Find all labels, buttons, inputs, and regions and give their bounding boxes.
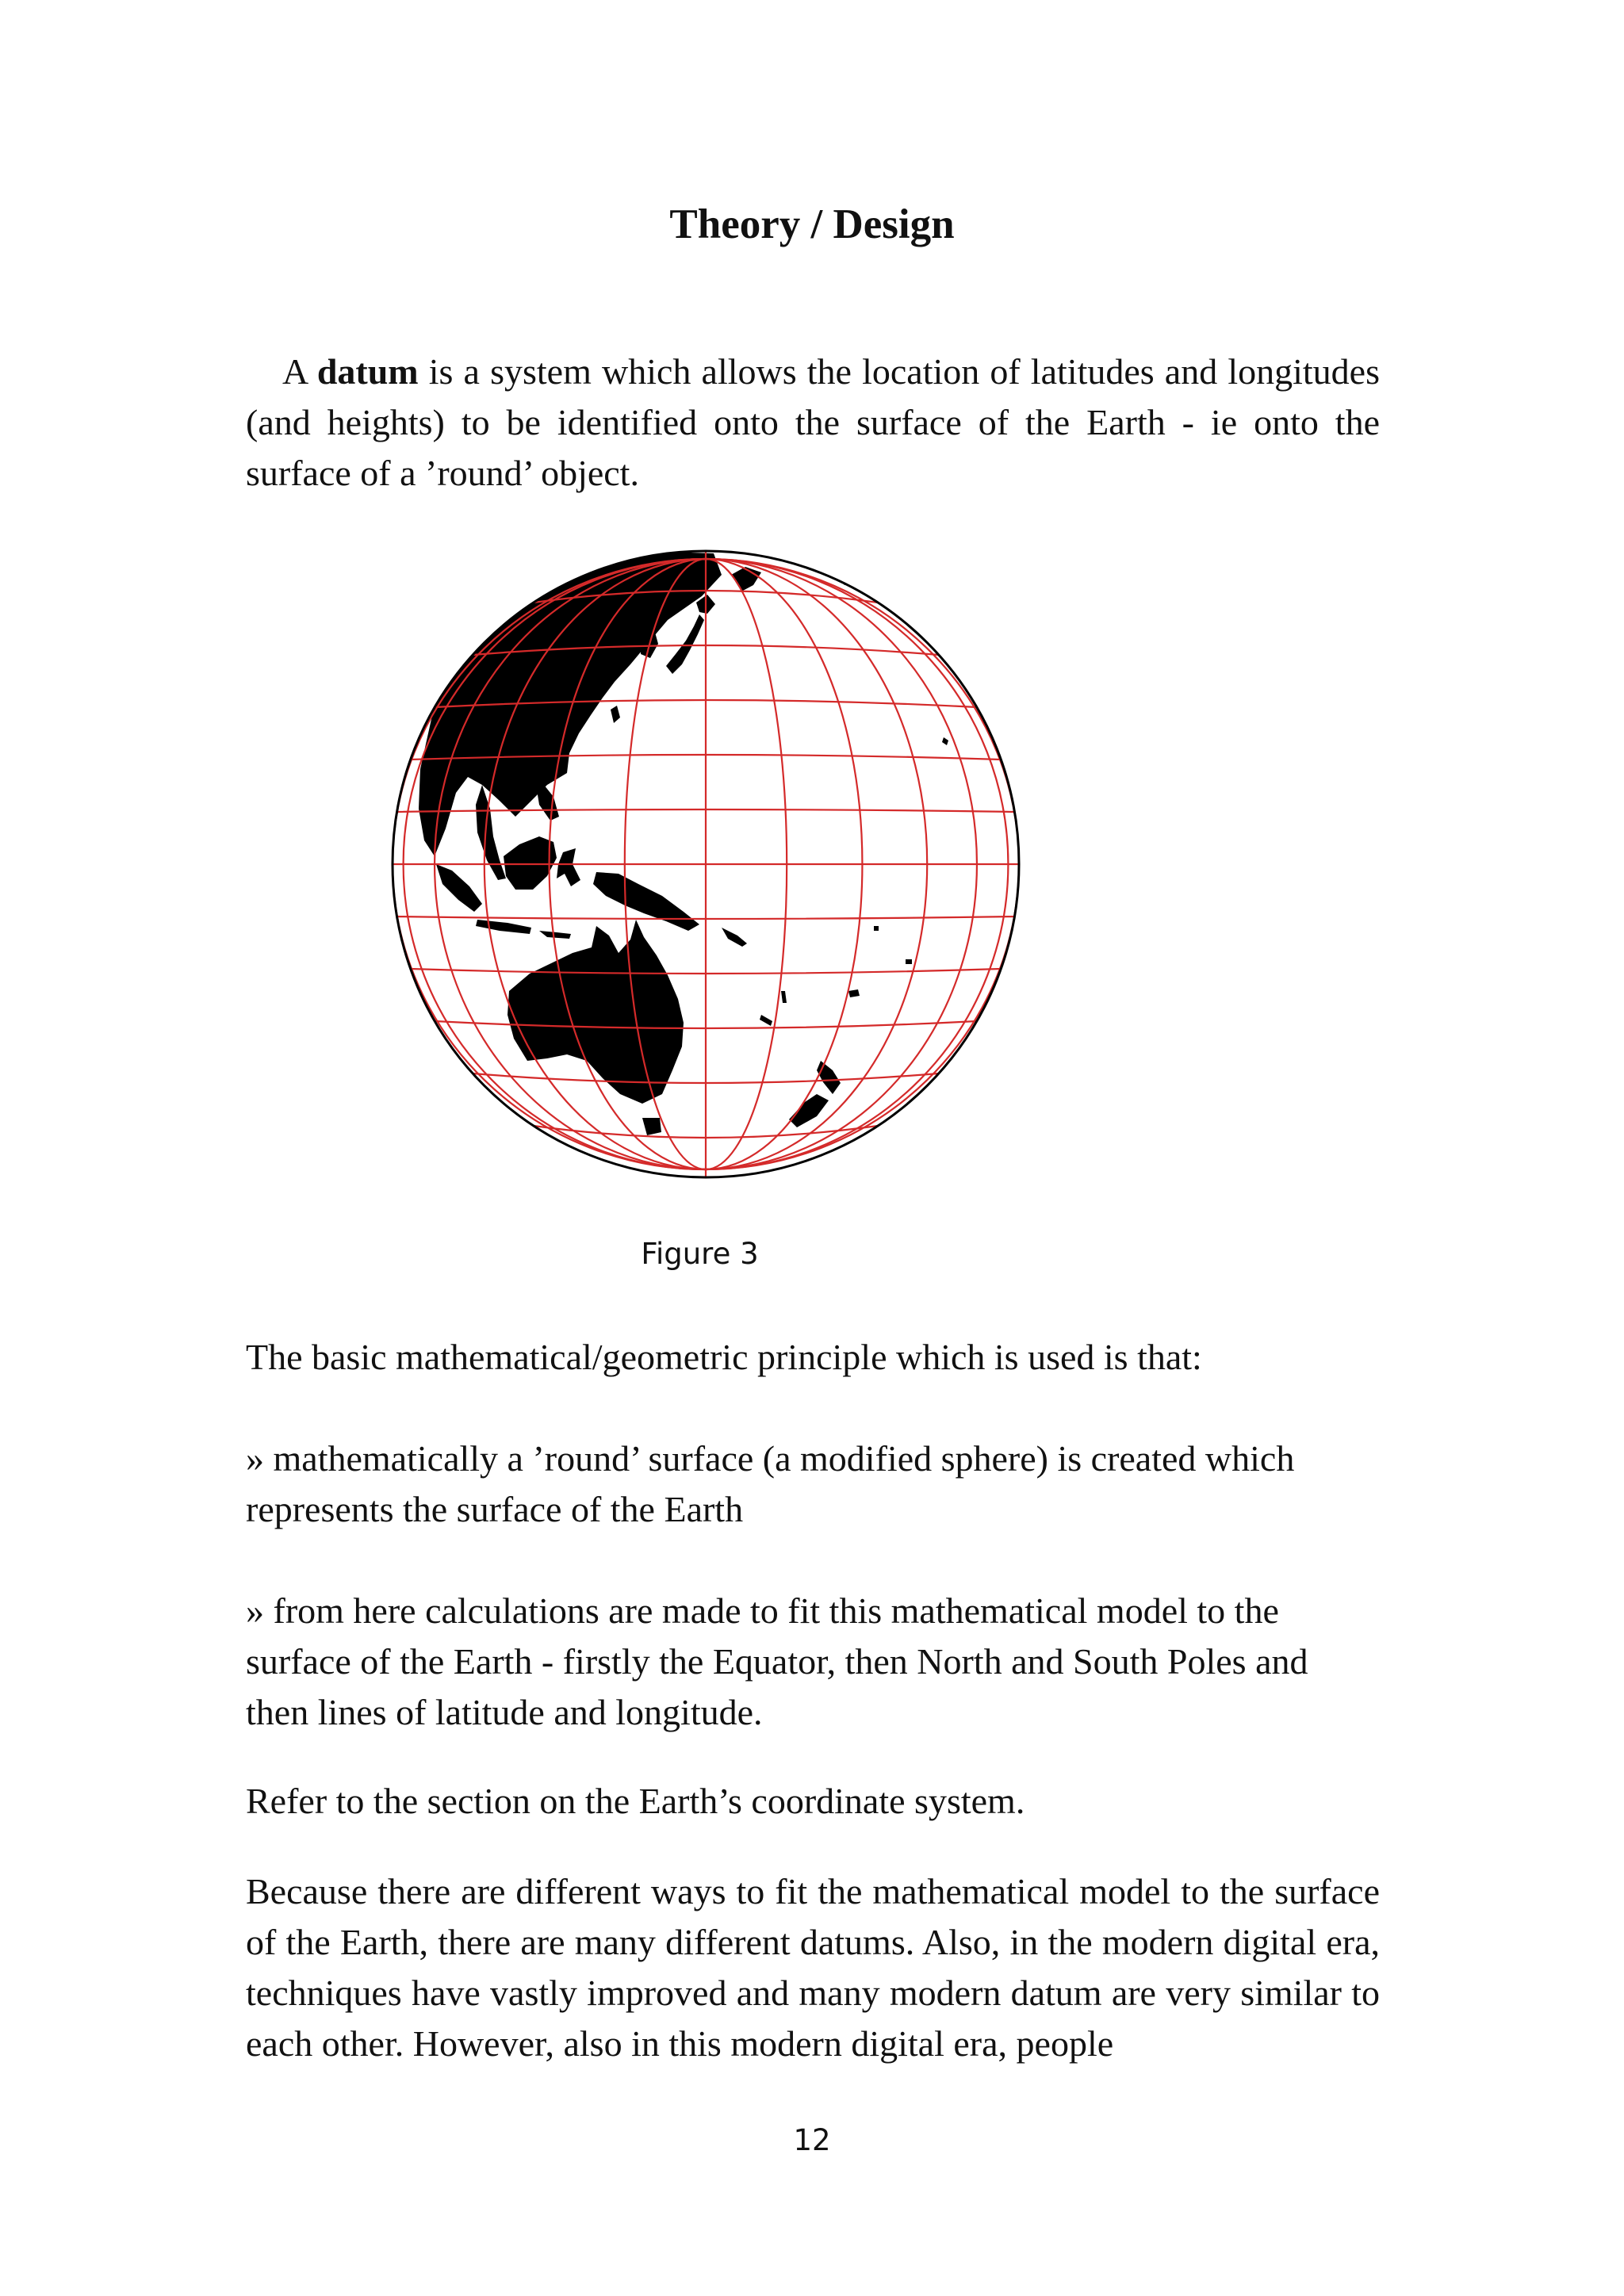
globe-figure (389, 547, 1023, 1181)
principle-intro: The basic mathematical/geometric principle which is used is that: (246, 1337, 1202, 1377)
datum-term: datum (316, 351, 419, 392)
intro-paragraph (246, 346, 1380, 499)
dot-island-1 (906, 959, 912, 964)
page-number: 12 (793, 2123, 831, 2157)
figure-caption: Figure 3 (641, 1237, 759, 1271)
bullet-1: » mathematically a ’round’ surface (a modified sphere) is created which represents the surface of the Earth (246, 1438, 1295, 1529)
intro-prefix: A (282, 351, 317, 392)
refer-line: Refer to the section on the Earth’s coordinate system. (246, 1781, 1025, 1821)
closing-paragraph: Because there are different ways to fit the mathematical model to the surface of the Earth, there are many different datums. Also, in the modern digital era, techniques have vastly improved and many modern datum are very similar to each other. However, also in this modern digital era, people (246, 1871, 1380, 2064)
bullet-2: » from here calculations are made to fit this mathematical model to the surface of the Earth - firstly the Equator, then North and South Poles and then lines of latitude and longitude. (246, 1590, 1308, 1732)
intro-text: is a system which allows the location of latitudes and longitudes (and heights) to be identified onto the surface of the Earth - ie onto the surface of a ’round’ object. (246, 351, 1380, 493)
dot-island-2 (874, 926, 879, 931)
page-title: Theory / Design (669, 201, 955, 247)
